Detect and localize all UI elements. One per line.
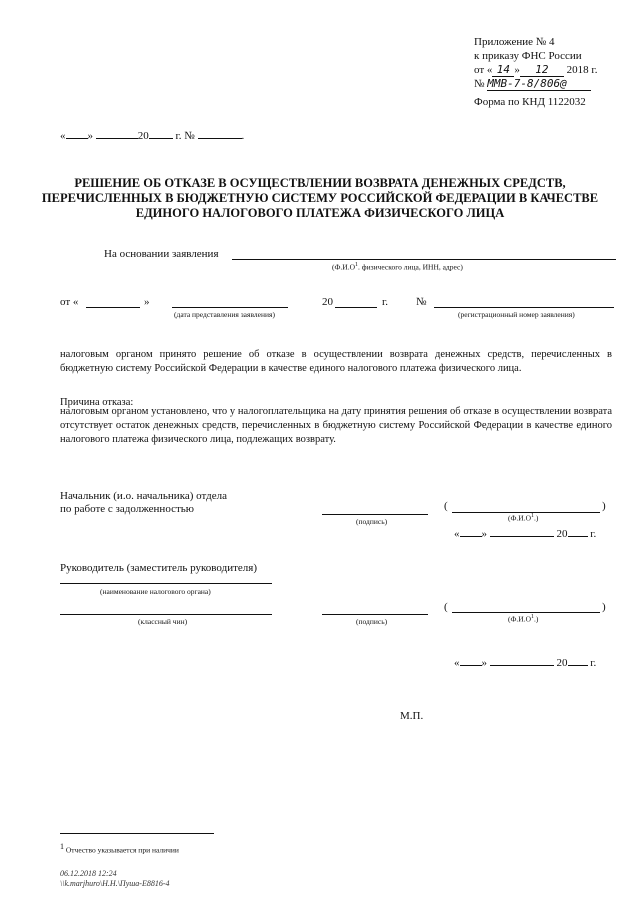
- form-code: Форма по КНД 1122032: [474, 96, 586, 108]
- signer2-rank-line: [60, 614, 272, 615]
- reason-label: Причина отказа:: [60, 397, 134, 408]
- basis-label: На основании заявления: [104, 248, 219, 260]
- app-date-line: [172, 307, 288, 308]
- app-date-close: »: [144, 296, 150, 308]
- signer1-sign-caption: (подпись): [356, 517, 388, 526]
- signer2-open-paren: (: [444, 601, 448, 613]
- footer-timestamp: 06.12.2018 12:24: [60, 869, 117, 878]
- signer2-sign-line: [322, 614, 428, 615]
- app-year-prefix: 20: [322, 296, 333, 308]
- appendix-label: Приложение № 4: [474, 36, 555, 48]
- basis-fill-line: [232, 259, 616, 260]
- signer2-date: « » 20 г.: [454, 657, 597, 669]
- signer1-open-paren: (: [444, 500, 448, 512]
- signer2-org-line: [60, 583, 272, 584]
- app-number-line: [434, 307, 614, 308]
- reason-text: налоговым органом установлено, что у налогоплательщика на дату принятия решения об отказе в осуществлении возврата отсутствует остаток денежных средств, перечисленных в бюджетную систему Российской Федерации в качестве единого налогового платежа физического лица, подлежащих возврату.: [60, 406, 612, 445]
- footnote-separator: [60, 833, 214, 834]
- order-month-handwritten: 12: [520, 63, 564, 77]
- signer2-org-caption: (наименование налогового органа): [100, 587, 211, 596]
- signer2-fio-line: [452, 612, 600, 613]
- order-day-handwritten: 14: [492, 63, 514, 77]
- signer2-fio-caption: $(Ф.И.О^1.)$: [508, 614, 539, 624]
- app-number-caption: (регистрационный номер заявления): [458, 310, 575, 319]
- app-date-open: от «: [60, 296, 79, 308]
- order-date: от « 14 » 12 2018 г.: [474, 63, 598, 76]
- signer2-role: Руководитель (заместитель руководителя): [60, 562, 257, 574]
- stamp-place: М.П.: [400, 710, 424, 722]
- app-day-line: [86, 307, 140, 308]
- app-number-sign: №: [416, 296, 427, 308]
- signer2-sign-caption: (подпись): [356, 617, 388, 626]
- decision-text: налоговым органом принято решение об отказе в осуществлении возврата денежных средств, перечисленных в бюджетную систему Российской Федерации в качестве единого налогового платежа физического лица.: [60, 349, 612, 374]
- footer-path: \\k.marjhuro\H.H.\Пуша-Е8816-4: [60, 879, 170, 888]
- signer1-role-line1: Начальник (и.о. начальника) отдела: [60, 490, 228, 502]
- signer2-rank-caption: (классный чин): [138, 617, 188, 626]
- footnote: $^1$ Отчество указывается при наличии: [60, 842, 179, 855]
- signer1-sign-line: [322, 514, 428, 515]
- signer1-close-paren: ): [602, 500, 606, 512]
- order-number: № ММВ-7-8/806@: [474, 77, 591, 91]
- signer1-fio-caption: $(Ф.И.О^1.)$: [508, 513, 539, 523]
- order-number-handwritten: ММВ-7-8/806@: [487, 77, 591, 91]
- app-year-line: [335, 307, 377, 308]
- document-date: « » 20 г. № .: [60, 130, 245, 142]
- basis-caption: ($Ф.И.О^1$. физического лица, ИНН, адрес): [332, 262, 463, 272]
- order-label: к приказу ФНС России: [474, 50, 582, 62]
- signer1-role-line2: по работе с задолженностью: [60, 503, 195, 515]
- signer1-date: « » 20 г.: [454, 528, 597, 540]
- app-date-caption: (дата представления заявления): [174, 310, 275, 319]
- document-title: РЕШЕНИЕ ОБ ОТКАЗЕ В ОСУЩЕСТВЛЕНИИ ВОЗВРАТА ДЕНЕЖНЫХ СРЕДСТВ, ПЕРЕЧИСЛЕННЫХ В БЮДЖЕТНУЮ СИСТЕМУ РОССИЙСКОЙ ФЕДЕРАЦИИ В КАЧЕСТВЕ ЕДИНОГО НАЛОГОВОГО ПЛАТЕЖА ФИЗИЧЕСКОГО ЛИЦА: [41, 176, 599, 220]
- app-year-suffix: г.: [382, 296, 389, 308]
- signer2-close-paren: ): [602, 601, 606, 613]
